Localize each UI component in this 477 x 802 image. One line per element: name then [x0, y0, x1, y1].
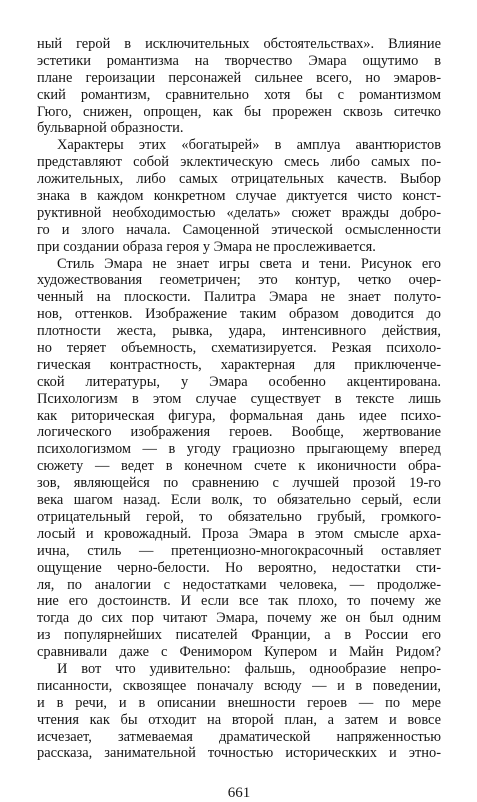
- paragraph-4: [37, 661, 441, 762]
- text-line: века шагом назад. Если волк, то обязательно серый, если: [37, 492, 441, 509]
- text-line: ченный на плоскости. Палитра Эмара не знает полуто-: [37, 289, 441, 306]
- text-line: зов, являющейся по сравнению с лучшей прозой 19-го: [37, 475, 441, 492]
- text-line: при создании образа героя у Эмара не прослеживается.: [37, 238, 376, 255]
- text-line: Характеры этих «богатырей» в амплуа авантюристов: [57, 137, 441, 154]
- text-line: эстетики романтизма на творчество Эмара ощутимо в: [37, 52, 441, 69]
- text-line: художествования геометричен; это контур, четко очер-: [37, 272, 441, 289]
- text-line: рассказа, занимательной точностью историческких и этно-: [37, 745, 441, 762]
- text-line: ощущение черно-белости. Но вероятно, недостатки сти-: [37, 559, 441, 576]
- text-line: представляют собой эклектическую смесь либо самых по-: [37, 154, 441, 171]
- text-line: Гюго, снижен, опрощен, как бы прорежен сквозь ситечко: [37, 103, 441, 120]
- text-line: ложительных, либо самых отрицательных качеств. Выбор: [37, 171, 441, 188]
- text-line: отрицательный герой, то обязательно грубый, громкого-: [37, 508, 441, 525]
- text-line: ля, по аналогии с недостатками человека, — продолже-: [37, 576, 441, 593]
- text-line: из популярнейших писателей Франции, а в России его: [37, 627, 441, 644]
- text-line: сюжету — ведет в конечном счете к иконичности обра-: [37, 458, 441, 475]
- text-line: Стиль Эмара не знает игры света и тени. Рисунок его: [57, 255, 441, 272]
- text-line: чтения как бы отходит на второй план, а затем и вовсе: [37, 711, 441, 728]
- text-line: сравнивали даже с Фенимором Купером и Майн Ридом?: [37, 644, 441, 661]
- text-line: писанности, сквозящее поначалу всюду — и в поведении,: [37, 677, 441, 694]
- text-line: знака в каждом конкретном случае диктуется чисто конст-: [37, 188, 441, 205]
- text-line: бульварной образности.: [37, 120, 184, 137]
- text-line: И вот что удивительно: фальшь, однообразие непро-: [57, 660, 441, 677]
- text-line: плотности жеста, рывка, удара, интенсивного действия,: [37, 323, 441, 340]
- text-line: психологизмом — в угоду грациозно прыгающему вперед: [37, 441, 441, 458]
- text-line: ична, стиль — претенциозно-многокрасочный оставляет: [37, 542, 441, 559]
- text-line: ный герой в исключительных обстоятельствах». Влияние: [37, 36, 441, 52]
- text-line: плане героизации персонажей сильнее всего, но эмаров-: [37, 69, 441, 86]
- paragraph-3: [37, 256, 441, 661]
- book-page: [37, 36, 441, 800]
- text-line: го и злого начала. Самоценной этической осмысленности: [37, 221, 441, 238]
- text-line: логического изображения героев. Вообще, жертвование: [37, 424, 441, 441]
- text-line: тогда до сих пор читают Эмара, почему же он был одним: [37, 610, 441, 627]
- text-line: лосый и кровожадный. Проза Эмара в этом смысле арха-: [37, 525, 441, 542]
- text-line: как риторическая фигура, формальная дань идее психо-: [37, 407, 441, 424]
- text-line: Психологизм в этом случае существует в тексте лишь: [37, 390, 441, 407]
- text-line: но теряет объемность, схематизируется. Резкая психоло-: [37, 340, 441, 357]
- text-line: нов, оттенков. Изображение таким образом доводится до: [37, 306, 441, 323]
- paragraph-1: [37, 36, 441, 137]
- text-line: и в речи, и в описании внешности героев — по мере: [37, 694, 441, 711]
- text-line: гическая контрастность, характерная для приключенче-: [37, 356, 441, 373]
- page-number: 661: [227, 785, 251, 801]
- body-text: [37, 36, 441, 762]
- text-line: руктивной необходимостью «делать» сюжет вражды добро-: [37, 204, 441, 221]
- paragraph-2: [37, 137, 441, 255]
- text-line: ской литературы, у Эмара особенно акцентирована.: [37, 373, 441, 390]
- text-line: ский романтизм, сравнительно хотя бы с романтизмом: [37, 86, 441, 103]
- text-line: исчезает, затмеваемая драматической напряженностью: [37, 728, 441, 745]
- text-line: ние его достоинств. И если все так плохо, то почему же: [37, 593, 441, 610]
